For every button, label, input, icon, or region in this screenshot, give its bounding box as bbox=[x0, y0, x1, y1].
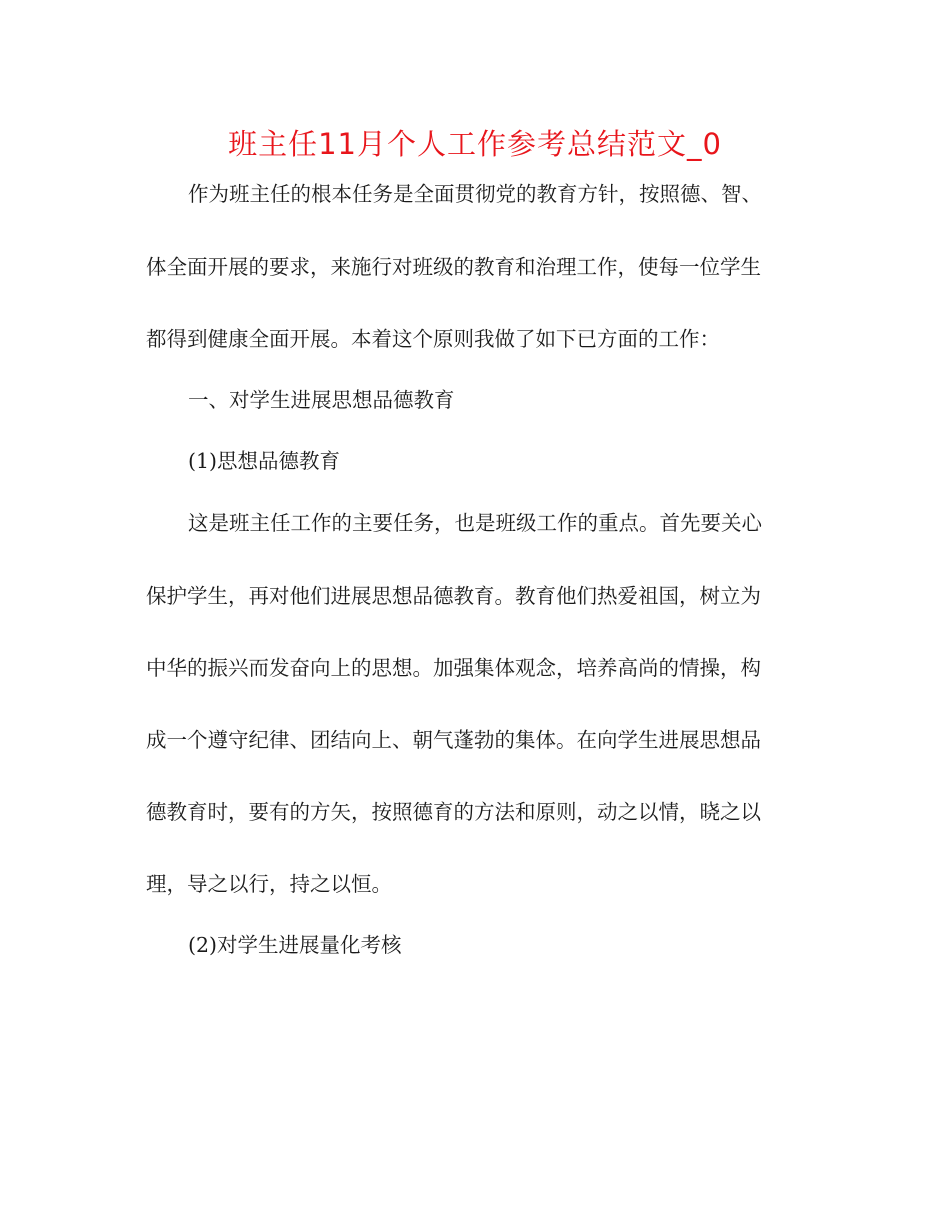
paragraph-line: 成一个遵守纪律、团结向上、朝气蓬勃的集体。在向学生进展思想品 bbox=[146, 728, 761, 752]
paragraph-line: 德教育时，要有的方矢，按照德育的方法和原则，动之以情，晓之以 bbox=[146, 800, 761, 824]
paragraph-line: 体全面开展的要求，来施行对班级的教育和治理工作，使每一位学生 bbox=[146, 255, 761, 279]
subsection-heading: (2)对学生进展量化考核 bbox=[188, 933, 402, 957]
paragraph-line: 作为班主任的根本任务是全面贯彻党的教育方针，按照德、智、 bbox=[188, 182, 762, 206]
paragraph-line: 理，导之以行，持之以恒。 bbox=[146, 872, 392, 896]
paragraph-line: 这是班主任工作的主要任务，也是班级工作的重点。首先要关心 bbox=[188, 511, 762, 535]
document-title: 班主任11月个人工作参考总结范文_0 bbox=[228, 127, 722, 161]
paragraph-line: 保护学生，再对他们进展思想品德教育。教育他们热爱祖国，树立为 bbox=[146, 584, 761, 608]
section-heading: 一、对学生进展思想品德教育 bbox=[188, 388, 455, 412]
paragraph-line: 中华的振兴而发奋向上的思想。加强集体观念，培养高尚的情操，构 bbox=[146, 656, 761, 680]
paragraph-line: 都得到健康全面开展。本着这个原则我做了如下已方面的工作： bbox=[146, 327, 720, 351]
subsection-heading: (1)思想品德教育 bbox=[188, 449, 341, 473]
